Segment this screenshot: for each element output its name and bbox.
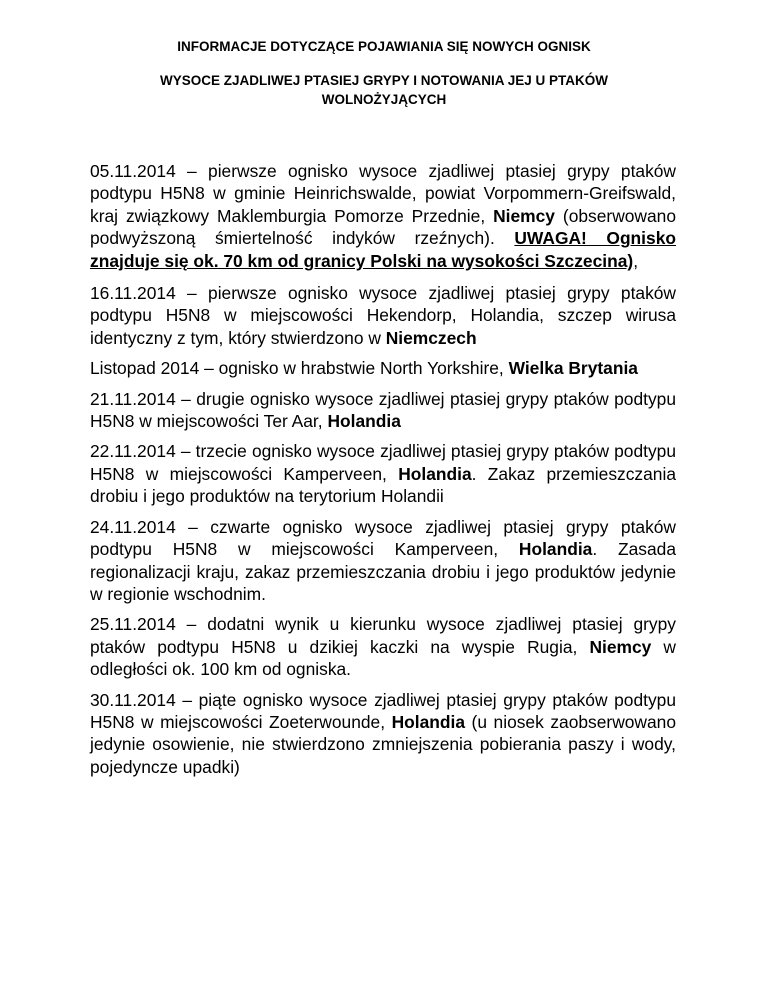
entry-country: Niemczech xyxy=(385,327,477,348)
outbreak-entry xyxy=(90,440,676,507)
entry-text: 05.11.2014 – pierwsze ognisko wysoce zjadliwej ptasiej grypy ptaków podtypu H5N8 w gminie Heinrichswalde, powiat Vorpommern-Greifswald, kraj związkowy Maklemburgia Pomorze Przednie, xyxy=(90,161,676,226)
border-warning: UWAGA! Ognisko znajduje się ok. 70 km od granicy Polski na wysokości Szczecina) xyxy=(90,228,676,271)
entry-text: 30.11.2014 – piąte ognisko wysoce zjadliwej ptasiej grypy ptaków podtypu H5N8 w miejscowości Zoeterwounde, xyxy=(90,689,676,732)
entry-trailing: , xyxy=(633,250,639,271)
entry-text-after: . Zakaz przemieszczania drobiu i jego produktów na terytorium Holandii xyxy=(90,463,676,507)
entry-text: 16.11.2014 – pierwsze ognisko wysoce zjadliwej ptasiej grypy ptaków podtypu H5N8 w miejscowości Hekendorp, Holandia, szczep wirusa identyczny z tym, który stwierdzono w xyxy=(90,283,676,348)
entry-text: Listopad 2014 – ognisko w hrabstwie North Yorkshire, xyxy=(90,358,509,379)
outbreak-entry xyxy=(90,689,676,779)
entry-text-after: (u niosek zaobserwowano jedynie osowienie, nie stwierdzono zmniejszenia pobierania paszy i wody, pojedyncze upadki) xyxy=(90,711,677,777)
entry-country: Niemcy xyxy=(493,205,555,226)
entry-text: 25.11.2014 – dodatni wynik u kierunku wysoce zjadliwej ptasiej grypy ptaków podtypu H5N8 u dzikiej kaczki na wyspie Rugia, xyxy=(90,614,676,657)
document-title-line-1: INFORMACJE DOTYCZĄCE POJAWIANIA SIĘ NOWYCH OGNISK xyxy=(177,39,591,54)
entry-country: Holandia xyxy=(327,411,401,432)
outbreak-entry xyxy=(90,388,676,433)
outbreak-entry xyxy=(90,160,676,272)
entry-country: Holandia xyxy=(391,711,466,732)
entry-text: 21.11.2014 – drugie ognisko wysoce zjadliwej ptasiej grypy ptaków podtypu H5N8 w miejscowości Ter Aar, xyxy=(90,388,676,432)
entry-country: Wielka Brytania xyxy=(508,358,638,379)
entry-country: Holandia xyxy=(518,539,593,560)
entry-text-after: . Zasada regionalizacji kraju, zakaz przemieszczania drobiu i jego produktów jedynie w regionie wschodnim. xyxy=(90,539,677,604)
outbreak-entry xyxy=(90,516,676,606)
outbreak-entry xyxy=(90,282,676,349)
entry-country: Niemcy xyxy=(589,636,652,657)
entry-text-after: w odległości ok. 100 km od ogniska. xyxy=(90,636,676,680)
entry-country: Holandia xyxy=(398,463,472,484)
entry-text: 22.11.2014 – trzecie ognisko wysoce zjadliwej ptasiej grypy ptaków podtypu H5N8 w miejscowości Kamperveen, xyxy=(90,441,676,484)
outbreak-list xyxy=(90,160,676,786)
outbreak-entry xyxy=(90,357,676,379)
entry-text-after: (obserwowano podwyższoną śmiertelność indyków rzeźnych). xyxy=(90,205,677,249)
document-title-line-2: WYSOCE ZJADLIWEJ PTASIEJ GRYPY I NOTOWANIA JEJ U PTAKÓW WOLNOŻYJĄCYCH xyxy=(159,73,609,107)
outbreak-entry xyxy=(90,613,676,680)
entry-text: 24.11.2014 – czwarte ognisko wysoce zjadliwej ptasiej grypy ptaków podtypu H5N8 w miejscowości Kamperveen, xyxy=(90,516,676,560)
